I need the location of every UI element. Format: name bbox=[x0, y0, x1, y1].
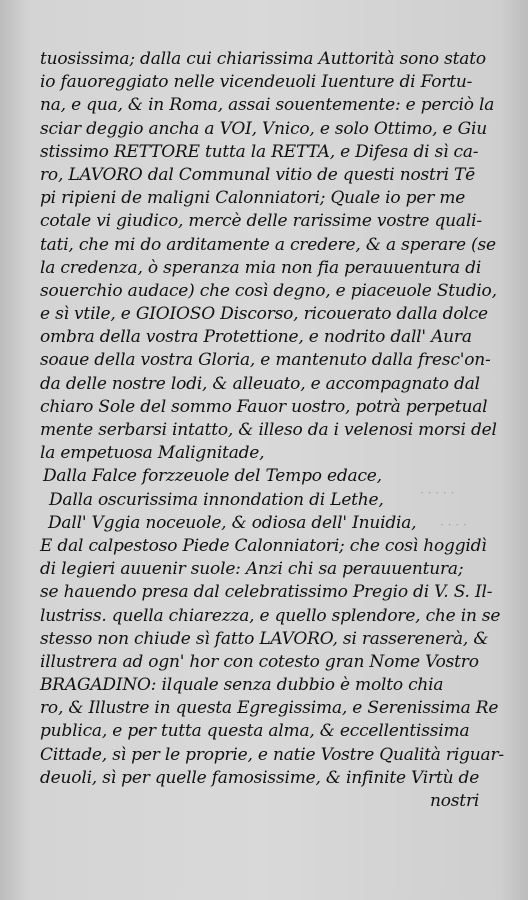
text-line: e sì vtile, e GIOIOSO Discorso, ricouerato dalla dolce bbox=[40, 304, 488, 325]
text-line: deuoli, sì per quelle famosissime, & infinite Virtù de bbox=[40, 767, 480, 788]
text-line: sciar deggio ancha a VOI, Vnico, e solo Ottimo, e Giu bbox=[40, 118, 487, 139]
text-line: ombra della vostra Protettione, e nodrito dall' Aura bbox=[40, 327, 472, 348]
text-line: ro, & Illustre in questa Egregissima, e Serenissima Re bbox=[40, 698, 499, 719]
text-line: soaue della vostra Gloria, e mantenuto dalla fresc'on- bbox=[40, 350, 491, 371]
text-line: di legieri auuenir suole: Anzi chi sa perauuentura; bbox=[40, 559, 464, 580]
text-line: publica, e per tutta questa alma, & eccellentissima bbox=[40, 721, 470, 742]
text-line: chiaro Sole del sommo Fauor uostro, potrà perpetual bbox=[40, 396, 488, 417]
text-line: stissimo RETTORE tutta la RETTA, e Difesa di sì ca- bbox=[40, 141, 479, 162]
text-line: ro, LAVORO dal Communal vitio de questi nostri Tē bbox=[40, 164, 476, 185]
text-line: cotale vi giudico, mercè delle rarissime vostre quali- bbox=[40, 211, 482, 232]
text-line: souerchio audace) che così degno, e piaceuole Studio, bbox=[40, 280, 497, 301]
text-line: na, e qua, & in Roma, assai souentemente: e perciò la bbox=[40, 95, 495, 116]
text-line: la empetuosa Malignitade, bbox=[40, 443, 265, 464]
text-line: io fauoreggiato nelle vicendeuoli Iuenture di Fortu- bbox=[40, 72, 473, 93]
text-line: Cittade, sì per le proprie, e natie Vostre Qualità riguar- bbox=[40, 744, 504, 765]
catchword: nostri bbox=[430, 791, 480, 811]
verse-line: Dall' Vggia noceuole, & odiosa dell' Inuidia, bbox=[48, 512, 417, 533]
text-line: tuosissima; dalla cui chiarissima Auttorità sono stato bbox=[40, 49, 486, 69]
text-line: tati, che mi do arditamente a credere, & a sperare (se bbox=[40, 234, 496, 255]
text-line: la credenza, ò speranza mia non fia perauuentura di bbox=[40, 257, 482, 278]
text-line: BRAGADINO: ilquale senza dubbio è molto chia bbox=[40, 675, 444, 696]
text-line: da delle nostre lodi, & alleuato, e accompagnato dal bbox=[40, 373, 480, 394]
verse-line: Dalla Falce forzzeuole del Tempo edace, bbox=[43, 466, 382, 487]
text-line: illustrera ad ogn' hor con cotesto gran Nome Vostro bbox=[40, 651, 479, 672]
show-through-text: · · · · bbox=[440, 518, 467, 532]
text-line: lustriss. quella chiarezza, e quello splendore, che in se bbox=[40, 605, 501, 626]
text-line: se hauendo presa dal celebratissimo Pregio di V. S. Il- bbox=[40, 582, 493, 603]
page-text bbox=[40, 48, 520, 813]
verse-line: Dalla oscurissima innondation di Lethe, bbox=[49, 489, 384, 510]
text-line: stesso non chiude sì fatto LAVORO, si rasserenerà, & bbox=[40, 628, 489, 649]
text-line: pi ripieni de maligni Calonniatori; Quale io per me bbox=[40, 188, 466, 209]
text-line: E dal calpestoso Piede Calonniatori; che così hoggidì bbox=[40, 535, 487, 556]
show-through-text: · · · · · bbox=[420, 486, 455, 500]
text-line: mente serbarsi intatto, & illeso da i velenosi morsi del bbox=[40, 420, 497, 440]
